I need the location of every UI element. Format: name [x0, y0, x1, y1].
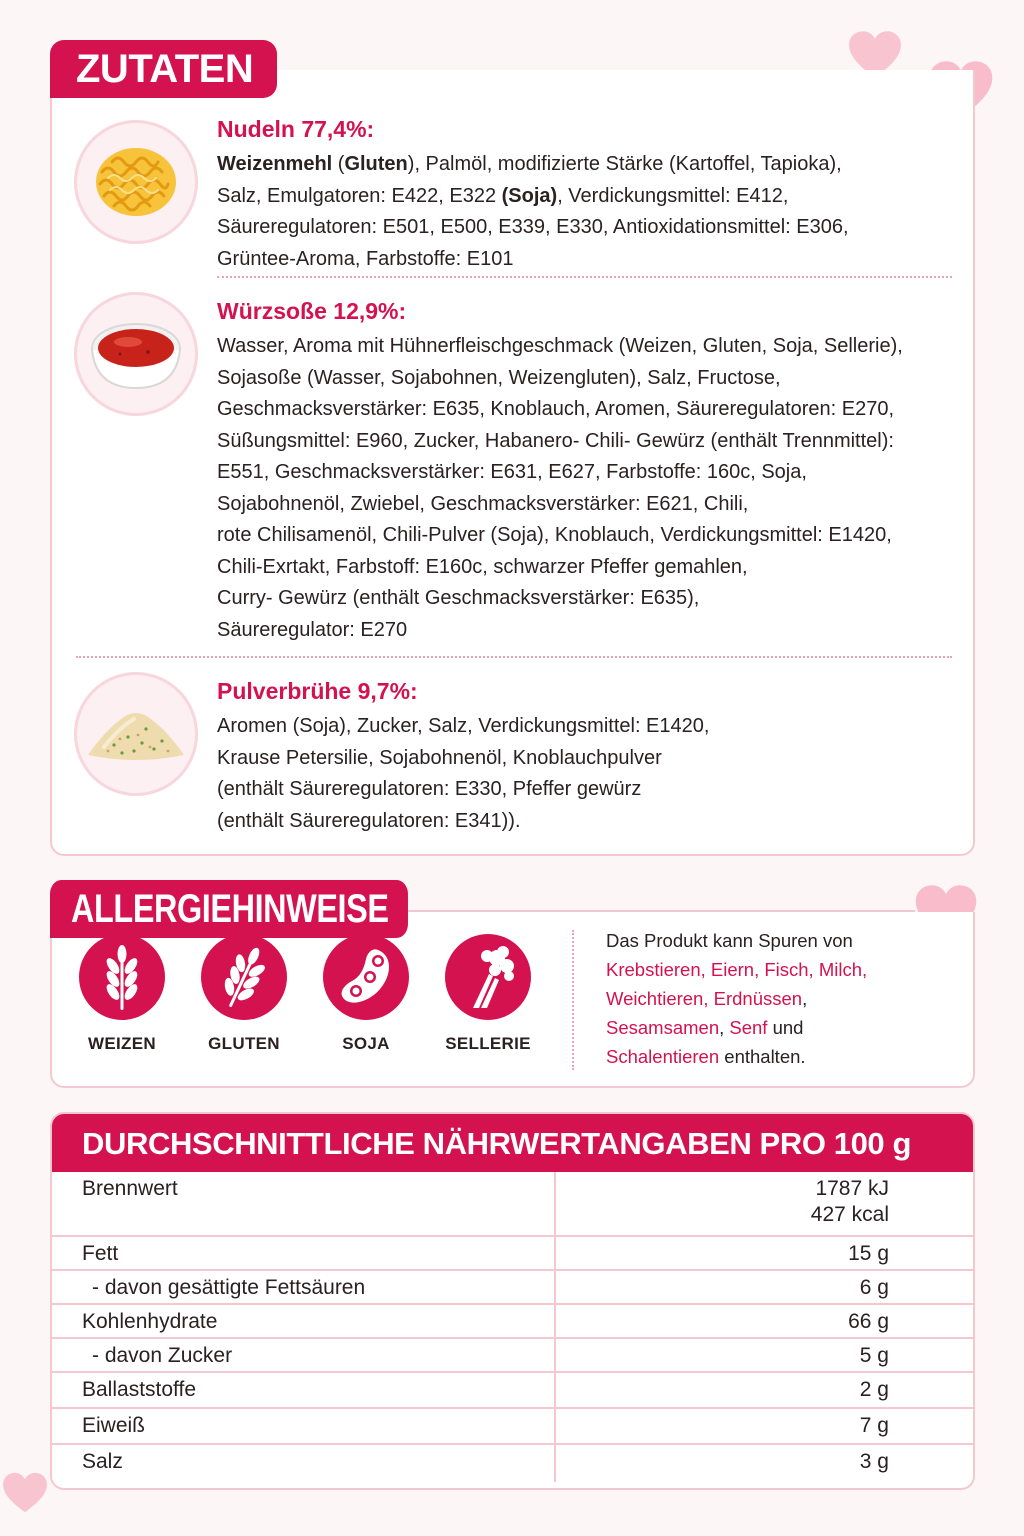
ingredients-card: [50, 70, 975, 856]
nutrient-value-line: 5 g: [859, 1344, 889, 1367]
traces-notice: [606, 926, 966, 1071]
section-divider: [217, 276, 952, 278]
ingredient-line: [217, 743, 972, 775]
nutrition-row: [52, 1444, 973, 1482]
ingredient-text: Sojabohnenöl, Zwiebel, Geschmacksverstärker: E621, Chili,: [217, 492, 749, 515]
ingredient-line: [217, 711, 972, 743]
ingredient-text: Curry- Gewürz (enthält Geschmacksverstärker: E635),: [217, 587, 700, 609]
nutrition-row: [52, 1270, 973, 1304]
nutrient-value: [555, 1270, 973, 1304]
traces-text: enthalten.: [719, 1046, 806, 1067]
ingredient-list: [217, 149, 972, 275]
traces-text: Das Produkt kann Spuren von: [606, 930, 853, 951]
ingredient-title: Pulverbrühe 9,7%:: [217, 678, 418, 704]
traces-line: [606, 1042, 966, 1071]
ingredient-text: (enthält Säureregulatoren: E330, Pfeffer gewürz: [217, 778, 642, 800]
ingredient-text: Gluten: [344, 153, 408, 175]
ingredient-line: [217, 181, 972, 213]
ingredient-title: Würzsoße 12,9%:: [217, 298, 407, 324]
noodles-icon: [74, 120, 198, 244]
nutrition-row: [52, 1372, 973, 1408]
nutrition-row: [52, 1408, 973, 1444]
nutrient-value: [555, 1408, 973, 1444]
ingredient-text: Krause Petersilie, Sojabohnenöl, Knoblauchpulver: [217, 746, 662, 769]
ingredients-heading: ZUTATEN: [50, 40, 277, 98]
ingredient-line: [217, 520, 972, 552]
ingredient-line: [217, 583, 972, 615]
ingredient-text: Chili-Exrtakt, Farbstoff: E160c, schwarzer Pfeffer gemahlen,: [217, 555, 748, 578]
ingredient-line: [217, 615, 972, 647]
powder-pile-icon: [74, 672, 198, 796]
ingredient-text-noodles: [217, 116, 972, 275]
allergen-soy: [311, 934, 421, 1054]
nutrient-name: Ballaststoffe: [52, 1372, 555, 1408]
nutrient-name: Brennwert: [52, 1172, 555, 1236]
allergen-gluten: [189, 934, 299, 1054]
traces-line: [606, 926, 966, 955]
ingredient-list: [217, 331, 972, 646]
traces-line: [606, 984, 966, 1013]
traces-text: und: [767, 1017, 804, 1038]
allergen-label: SOJA: [342, 1034, 390, 1053]
nutrition-row: [52, 1338, 973, 1372]
ingredient-line: [217, 212, 972, 244]
nutrient-value-line: 2 g: [859, 1378, 889, 1401]
nutrient-value: [555, 1304, 973, 1338]
nutrient-name: Eiweiß: [52, 1408, 555, 1444]
nutrient-value-line: 3 g: [859, 1450, 889, 1473]
ingredient-line: [217, 244, 972, 276]
nutrition-row: [52, 1304, 973, 1338]
ingredient-text: Sojasoße (Wasser, Sojabohnen, Weizengluten), Salz, Fructose,: [217, 366, 781, 389]
sauce-bowl-icon: [74, 292, 198, 416]
nutrient-value-line: 15 g: [848, 1242, 889, 1265]
nutrient-value: [555, 1444, 973, 1482]
nutrition-heading: [52, 1114, 973, 1172]
allergen-trace-highlight: Senf: [729, 1017, 768, 1038]
nutrient-name: - davon Zucker: [52, 1338, 555, 1372]
ingredient-text-sauce: [217, 298, 972, 646]
nutrient-name: Salz: [82, 1450, 123, 1473]
ingredient-text: Aromen (Soja), Zucker, Salz, Verdickungsmittel: E1420,: [217, 715, 710, 737]
ingredient-title: Nudeln 77,4%:: [217, 116, 375, 142]
nutrient-value-line: 66 g: [848, 1310, 889, 1333]
nutrient-value-line: 427 kcal: [810, 1203, 889, 1226]
ingredient-line: [217, 457, 972, 489]
ingredient-text-powder: [217, 678, 972, 837]
celery-icon: [445, 934, 531, 1020]
grain-icon: [201, 934, 287, 1020]
nutrient-value: [555, 1372, 973, 1408]
ingredient-text: Süßungsmittel: E960, Zucker, Habanero- Chili- Gewürz (enthält Trennmittel):: [217, 429, 894, 452]
ingredient-line: [217, 363, 972, 395]
allergies-divider: [572, 930, 574, 1070]
nutrition-heading-text: DURCHSCHNITTLICHE NÄHRWERTANGABEN PRO 100 g: [82, 1126, 912, 1161]
allergen-trace-highlight: Schalentieren: [606, 1046, 720, 1067]
traces-text: ,: [802, 988, 808, 1009]
allergies-heading: ALLERGIEHINWEISE: [50, 880, 408, 938]
nutrition-row: [52, 1236, 973, 1270]
ingredient-line: [217, 331, 972, 363]
ingredient-line: [217, 552, 972, 584]
allergen-trace-highlight: Sesamsamen: [606, 1017, 720, 1038]
section-divider: [76, 656, 952, 658]
allergen-trace-highlight: Krebstieren, Eiern, Fisch, Milch,: [606, 959, 868, 980]
ingredient-line: [217, 806, 972, 838]
ingredient-text: Weizenmehl: [217, 153, 333, 175]
nutrient-value-line: 1787 kJ: [815, 1177, 889, 1200]
ingredient-line: [217, 774, 972, 806]
ingredient-text: E551, Geschmacksverstärker: E631, E627, Farbstoffe: 160c, Soja,: [217, 461, 807, 483]
ingredient-line: [217, 426, 972, 458]
ingredient-text: (: [332, 153, 345, 175]
allergen-celery: [433, 934, 543, 1054]
allergies-card: [50, 912, 975, 1088]
ingredient-text: (enthält Säureregulatoren: E341)).: [217, 809, 521, 832]
ingredient-list: [217, 711, 972, 837]
ingredient-text: ), Palmöl, modifizierte Stärke (Kartoffel, Tapioka),: [407, 153, 842, 175]
allergen-label: GLUTEN: [208, 1034, 280, 1053]
nutrient-value: [555, 1236, 973, 1270]
nutrition-row: [52, 1172, 973, 1236]
nutrition-card: [50, 1112, 975, 1490]
allergen-label: SELLERIE: [445, 1034, 531, 1053]
ingredient-text: Säureregulatoren: E501, E500, E339, E330, Antioxidationsmittel: E306,: [217, 216, 849, 238]
nutrient-name: Fett: [52, 1236, 555, 1270]
ingredient-text: Säureregulator: E270: [217, 618, 408, 641]
nutrient-name: Kohlenhydrate: [52, 1304, 555, 1338]
heart-decoration-icon: [2, 1472, 48, 1514]
ingredient-text: rote Chilisamenöl, Chili-Pulver (Soja), Knoblauch, Verdickungsmittel: E1420,: [217, 524, 892, 546]
allergen-label: WEIZEN: [88, 1034, 156, 1053]
ingredient-text: , Verdickungsmittel: E412,: [557, 184, 789, 207]
traces-line: [606, 1013, 966, 1042]
soybean-icon: [323, 934, 409, 1020]
allergen-trace-highlight: Weichtieren, Erdnüssen: [606, 988, 803, 1009]
ingredient-line: [217, 149, 972, 181]
nutrient-value-line: 6 g: [859, 1276, 889, 1299]
ingredient-text: Salz, Emulgatoren: E422, E322: [217, 184, 502, 207]
ingredient-text: Wasser, Aroma mit Hühnerfleischgeschmack (Weizen, Gluten, Soja, Sellerie),: [217, 335, 903, 357]
traces-line: [606, 955, 966, 984]
nutrient-value: [555, 1172, 973, 1236]
traces-text: ,: [719, 1017, 730, 1038]
allergen-wheat: [67, 934, 177, 1054]
ingredient-text: (Soja): [501, 184, 558, 207]
nutrient-value-line: 7 g: [859, 1414, 889, 1437]
ingredient-line: [217, 489, 972, 521]
nutrient-value: [555, 1338, 973, 1372]
ingredient-text: Geschmacksverstärker: E635, Knoblauch, Aromen, Säureregulatoren: E270,: [217, 398, 895, 420]
nutrition-table: [52, 1172, 973, 1482]
ingredient-line: [217, 394, 972, 426]
wheat-icon: [79, 934, 165, 1020]
ingredient-text: Grüntee-Aroma, Farbstoffe: E101: [217, 247, 514, 270]
nutrient-name: - davon gesättigte Fettsäuren: [52, 1270, 555, 1304]
